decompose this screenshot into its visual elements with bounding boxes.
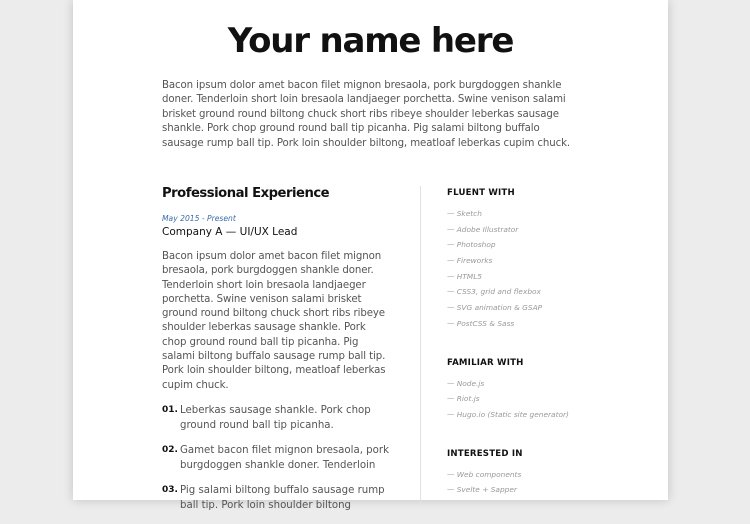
experience-section (162, 186, 392, 523)
skill-item: — Adobe Illustrator (447, 224, 519, 234)
list-item (162, 403, 392, 433)
list-item-text: Gamet bacon filet mignon bresaola, pork burgdoggen shankle doner. Tenderloin (180, 444, 389, 471)
skills-column (447, 188, 647, 524)
interested-heading: INTERESTED IN (447, 448, 523, 459)
skill-item: — Web components (447, 469, 522, 479)
list-item-number: 03. (162, 484, 178, 495)
list-item-number: 01. (162, 404, 178, 415)
interested-group (447, 449, 647, 502)
skill-item: — Node.js (447, 378, 485, 388)
column-divider (420, 186, 421, 506)
skill-item: — Photoshop (447, 240, 496, 250)
page-title: Your name here (227, 21, 514, 61)
skill-item: — Svelte + Sapper (447, 485, 517, 495)
skill-item: — Sketch (447, 209, 482, 218)
skill-item: — Fireworks (447, 256, 493, 266)
experience-heading: Professional Experience (162, 186, 330, 201)
skill-item: — HTML5 (447, 271, 483, 281)
list-item-text: Leberkas sausage shankle. Pork chop ground round ball tip picanha. (180, 404, 371, 431)
skill-item: — CSS3, grid and flexbox (447, 287, 541, 297)
list-item-number: 02. (162, 444, 178, 455)
skill-item: — Riot.js (447, 394, 480, 404)
resume-page (73, 0, 668, 511)
skill-item: — PostCSS & Sass (447, 318, 515, 328)
skill-item: — SVG animation & GSAP (447, 303, 543, 313)
fluent-heading: FLUENT WITH (447, 188, 515, 198)
job-description: Bacon ipsum dolor amet bacon filet mignon bresaola, pork burgdoggen shankle doner. Tenderloin short loin bresaola landjaeger porchetta. Swine venison salami brisket ground round biltong chuck short ribs ribeye shoulder leberkas sausage shankle. Pork chop ground round ball tip picanha. Pig salami biltong buffalo sausage rump ball tip. Pork loin shoulder biltong, meatloaf leberkas cupim chuck. (162, 251, 386, 391)
list-item-text: Pig salami biltong buffalo sausage rump ball tip. Pork loin shoulder biltong (180, 484, 385, 511)
list-item (162, 443, 392, 473)
familiar-group (447, 358, 647, 427)
skill-item: — Hugo.io (Static site generator) (447, 409, 569, 419)
familiar-heading: FAMILIAR WITH (447, 357, 524, 368)
list-item (162, 483, 392, 513)
achievement-list (162, 403, 392, 513)
job-title: Company A — UI/UX Lead (162, 226, 298, 238)
fluent-group (447, 188, 647, 336)
intro-paragraph: Bacon ipsum dolor amet bacon filet mignon bresaola, pork burgdoggen shankle doner. Tenderloin short loin bresaola landjaeger porchetta. Swine venison salami brisket ground round biltong chuck short ribs ribeye shoulder leberkas sausage shankle. Pork chop ground round ball tip picanha. Pig salami biltong buffalo sausage rump ball tip. Pork loin shoulder biltong, meatloaf leberkas cupim chuck. (162, 80, 571, 149)
job-date: May 2015 - Present (162, 214, 236, 223)
